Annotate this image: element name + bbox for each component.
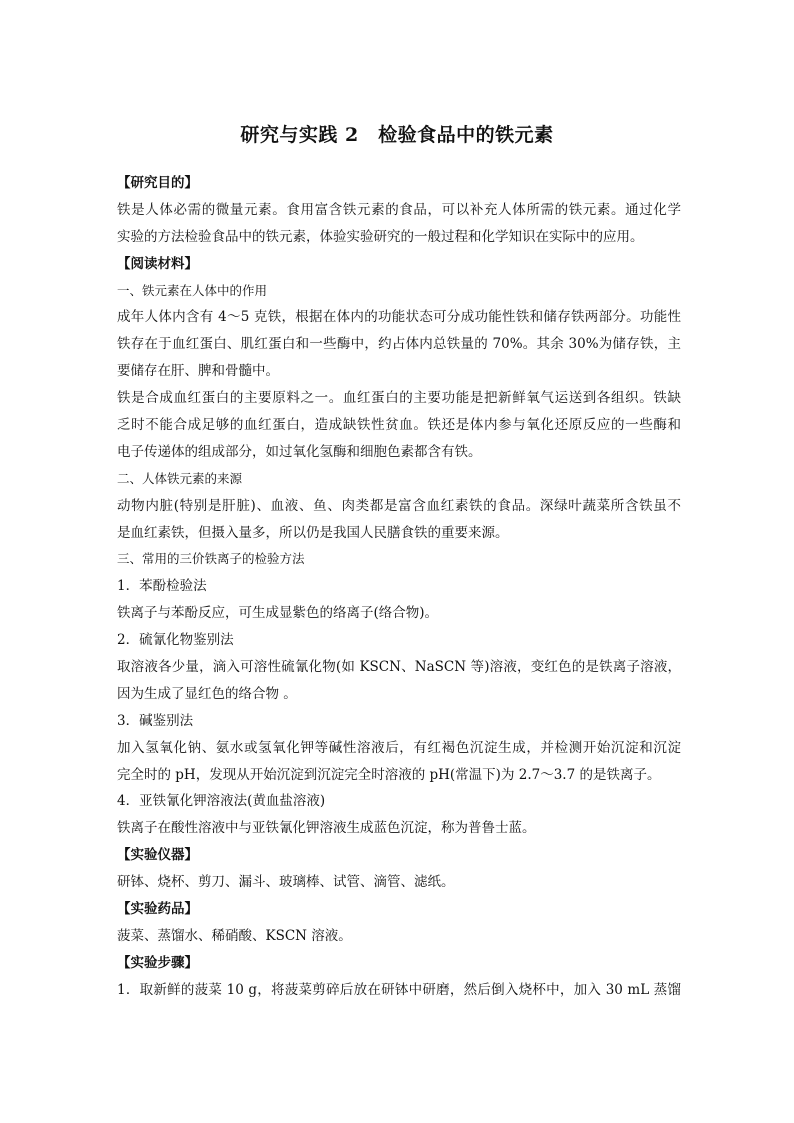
- text-line: 动物内脏(特别是肝脏)、血液、鱼、肉类都是富含血红素铁的食品。深绿叶蔬菜所含铁虽不: [117, 497, 681, 514]
- text-line: 铁离子在酸性溶液中与亚铁氰化钾溶液生成蓝色沉淀，称为普鲁士蓝。: [117, 820, 536, 837]
- section-header: 【研究目的】: [117, 175, 198, 191]
- text-line: 1．取新鲜的菠菜 10 g，将菠菜剪碎后放在研钵中研磨，然后倒入烧杯中，加入 30 mL 蒸馏: [117, 981, 681, 998]
- section-header: 【实验步骤】: [117, 954, 198, 971]
- section-header: 【实验仪器】: [117, 847, 198, 864]
- section-header: 【实验药品】: [117, 901, 198, 918]
- text-line: 1．苯酚检验法: [117, 578, 207, 595]
- section-header: 【阅读材料】: [117, 255, 198, 272]
- text-line: 电子传递体的组成部分，如过氧化氢酶和细胞色素都含有铁。: [117, 443, 482, 460]
- text-line: 是血红素铁，但摄入量多，所以仍是我国人民膳食铁的重要来源。: [117, 524, 509, 541]
- text-line: 成年人体内含有 4～5 克铁，根据在体内的功能状态可分成功能性铁和储存铁两部分。功能性: [117, 309, 681, 326]
- subsection-heading: 三、常用的三价铁离子的检验方法: [117, 551, 305, 567]
- text-line: 4．亚铁氰化钾溶液法(黄血盐溶液): [117, 793, 326, 810]
- subsection-heading: 二、人体铁元素的来源: [117, 470, 243, 486]
- text-line: 3．碱鉴别法: [117, 712, 194, 729]
- text-line: 因为生成了显红色的络合物 。: [117, 685, 297, 702]
- document-body: [117, 170, 681, 1004]
- text-line: 铁存在于血红蛋白、肌红蛋白和一些酶中，约占体内总铁量的 70%。其余 30%为储存铁，主: [117, 336, 681, 353]
- subsection-heading: 一、铁元素在人体中的作用: [117, 282, 268, 298]
- text-line: 铁离子与苯酚反应，可生成显紫色的络离子(络合物)。: [117, 605, 439, 622]
- text-line: 研钵、烧杯、剪刀、漏斗、玻璃棒、试管、滴管、滤纸。: [117, 874, 455, 891]
- text-line: 完全时的 pH，发现从开始沉淀到沉淀完全时溶液的 pH(常温下)为 2.7～3.7 的是铁离子。: [117, 766, 661, 783]
- text-line: 菠菜、蒸馏水、稀硝酸、KSCN 溶液。: [117, 927, 352, 944]
- text-line: 实验的方法检验食品中的铁元素，体验实验研究的一般过程和化学知识在实际中的应用。: [117, 228, 644, 245]
- text-line: 要储存在肝、脾和骨髓中。: [117, 363, 279, 380]
- text-line: 铁是合成血红蛋白的主要原料之一。血红蛋白的主要功能是把新鲜氧气运送到各组织。铁缺: [117, 390, 681, 407]
- text-line: 乏时不能合成足够的血红蛋白，造成缺铁性贫血。铁还是体内参与氧化还原反应的一些酶和: [117, 417, 681, 434]
- text-line: 铁是人体必需的微量元素。食用富含铁元素的食品，可以补充人体所需的铁元素。通过化学: [117, 201, 681, 218]
- text-line: 2．硫氰化物鉴别法: [117, 632, 234, 649]
- text-line: 加入氢氧化钠、氨水或氢氧化钾等碱性溶液后，有红褐色沉淀生成，并检测开始沉淀和沉淀: [117, 739, 681, 756]
- document-title: 研究与实践 2 检验食品中的铁元素: [240, 124, 554, 146]
- text-line: 取溶液各少量，滴入可溶性硫氰化物(如 KSCN、NaSCN 等)溶液，变红色的是铁离子溶液，: [117, 659, 681, 676]
